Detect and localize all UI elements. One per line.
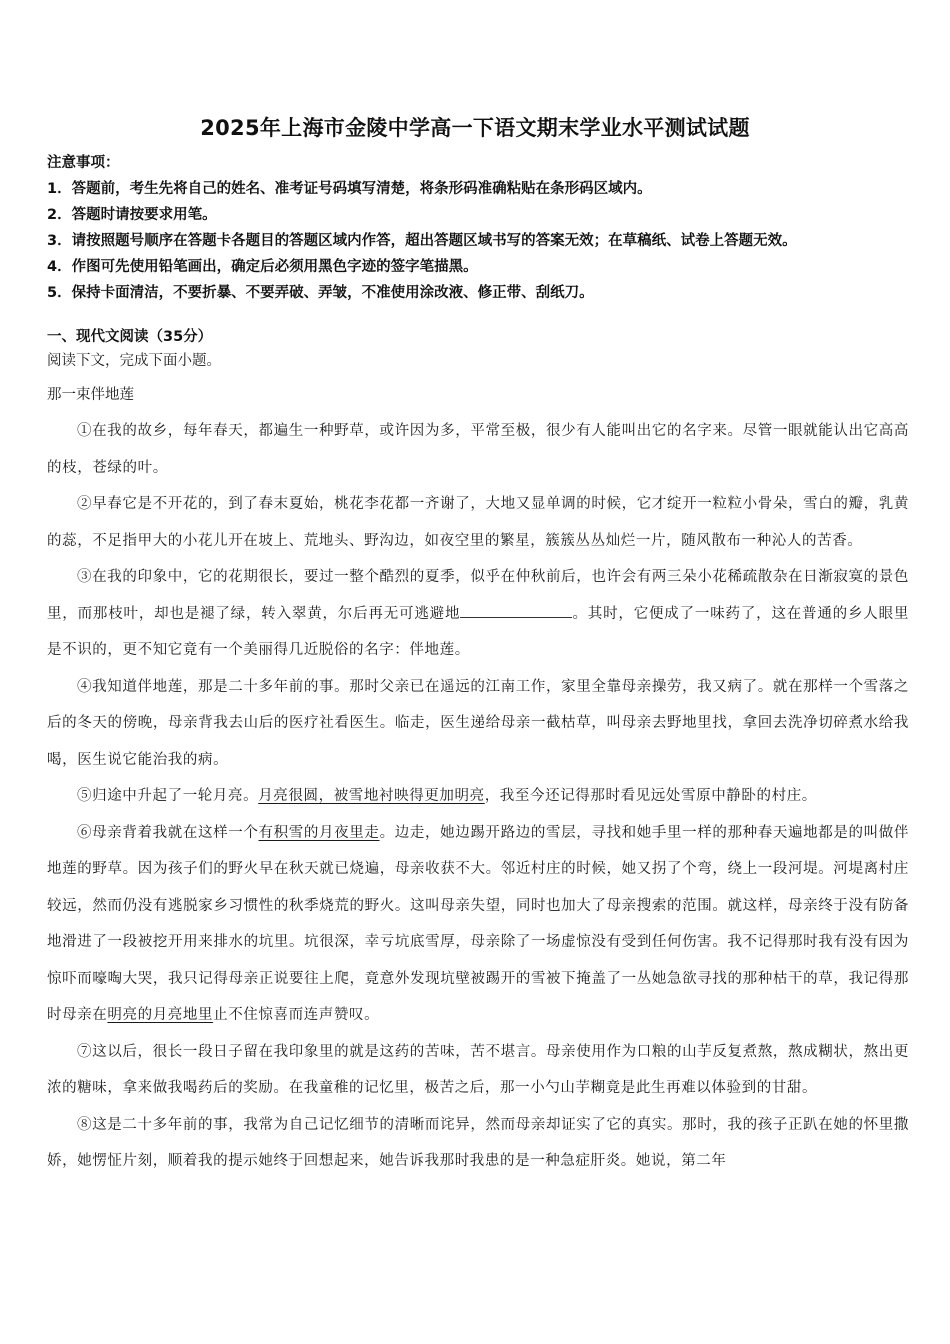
underlined-sentence: 月亮很圆，被雪地衬映得更加明亮: [258, 788, 485, 804]
paragraph-5-part-a: ⑤归途中升起了一轮月亮。: [77, 788, 259, 804]
paragraph-8: ⑧这是二十多年前的事，我常为自己记忆细节的清晰而诧异，然而母亲却证实了它的真实。那时，我的孩子正趴在她的怀里撒娇，她愣怔片刻，顺着我的提示她终于回想起来，她告诉我那时我患的是一种急症肝炎。她说，第二年: [47, 1116, 909, 1169]
paragraph-2: ②早春它是不开花的，到了春末夏始，桃花李花都一齐谢了，大地又显单调的时候，它才绽开一粒粒小骨朵，雪白的瓣，乳黄的蕊，不足指甲大的小花儿开在坡上、荒地头、野沟边，如夜空里的繁星，簇簇丛丛灿烂一片，随风散布一种沁人的苦香。: [47, 496, 909, 549]
section-intro: 阅读下文，完成下面小题。: [47, 353, 221, 369]
paragraph-5-part-b: ，我至今还记得那时看见远处雪原中静卧的村庄。: [484, 788, 817, 804]
notice-item: 5．保持卡面清洁，不要折暴、不要弄破、弄皱，不准使用涂改液、修正带、刮纸刀。: [47, 285, 594, 301]
page-title: 2025年上海市金陵中学高一下语文期末学业水平测试试题: [200, 116, 750, 140]
article: [47, 381, 909, 1180]
paragraph-7: ⑦这以后，很长一段日子留在我印象里的就是这药的苦味，苦不堪言。母亲使用作为口粮的山芋反复煮熬，熬成糊状，熬出更浓的糖味，拿来做我喝药后的奖励。在我童稚的记忆里，极苦之后，那一小勺山芋糊竟是此生再难以体验到的甘甜。: [47, 1043, 909, 1096]
notice-item: 3．请按照题号顺序在答题卡各题目的答题区域内作答，超出答题区域书写的答案无效；在草稿纸、试卷上答题无效。: [47, 233, 797, 249]
paragraph-3-part-b: 。其时，它便成了一味药了，这在普通的乡人眼里是不识的，更不知它竟有一个美丽得几近脱俗的名字：伴地莲。: [47, 605, 909, 658]
section-heading: 一、现代文阅读（35分）: [47, 329, 213, 345]
answer-blank: [460, 603, 572, 618]
underlined-phrase: 明亮的月亮地里: [107, 1007, 214, 1023]
underlined-phrase: 有积雪的月夜里走: [258, 824, 380, 841]
paragraph-6-part-b: 。边走，她边踢开路边的雪层，寻找和她手里一样的那种春天遍地都是的叫做伴地莲的野草。因为孩子们的野火早在秋天就已烧遍，母亲收获不大。邻近村庄的时候，她又拐了个弯，绕上一段河堤。河堤离村庄较远，然而仍没有逃脱家乡习惯性的秋季烧荒的野火。这叫母亲失望，同时也加大了母亲搜索的范围。就这样，母亲终于没有防备地滑进了一段被挖开用来排水的坑里。坑很深，幸亏坑底雪厚，母亲除了一场虚惊没有受到任何伤害。我不记得那时我有没有因为惊吓而嚎啕大哭，我只记得母亲正说要往上爬，竟意外发现坑壁被踢开的雪被下掩盖了一丛她急欲寻找的那种枯干的草，我记得那时母亲在: [47, 824, 909, 1023]
paragraph-5: [47, 778, 909, 815]
notice-block: [47, 150, 917, 306]
notice-item: 1．答题前，考生先将自己的姓名、准考证号码填写清楚，将条形码准确粘贴在条形码区域内。: [47, 181, 652, 197]
paragraph-1: ①在我的故乡，每年春天，都遍生一种野草，或许因为多，平常至极，很少有人能叫出它的名字来。尽管一眼就能认出它高高的枝，苍绿的叶。: [47, 423, 909, 476]
notice-item: 4．作图可先使用铅笔画出，确定后必须用黑色字迹的签字笔描黑。: [47, 259, 478, 275]
notice-item: 2．答题时请按要求用笔。: [47, 207, 217, 223]
notice-heading: 注意事项：: [47, 155, 120, 171]
article-title: 那一束伴地莲: [47, 387, 134, 403]
paragraph-4: ④我知道伴地莲，那是二十多年前的事。那时父亲已在遥远的江南工作，家里全靠母亲操劳，我又病了。就在那样一个雪落之后的冬天的傍晚，母亲背我去山后的医疗社看医生。临走，医生递给母亲一截枯草，叫母亲去野地里找，拿回去洗净切碎煮水给我喝，医生说它能治我的病。: [47, 678, 909, 768]
paragraph-6-part-a: ⑥母亲背着我就在这样一个: [77, 824, 259, 841]
paragraph-6: [47, 815, 909, 1034]
paragraph-6-part-c: 止不住惊喜而连声赞叹。: [213, 1007, 380, 1023]
paragraph-3-part-a: ③在我的印象中，它的花期很长，要过一整个酷烈的夏季，似乎在仲秋前后，也许会有两三朵小花稀疏散杂在日渐寂寞的景色里，而那枝叶，却也是褪了绿，转入翠黄，尔后再无可逃避地: [47, 569, 909, 622]
paragraph-3: [47, 559, 909, 669]
